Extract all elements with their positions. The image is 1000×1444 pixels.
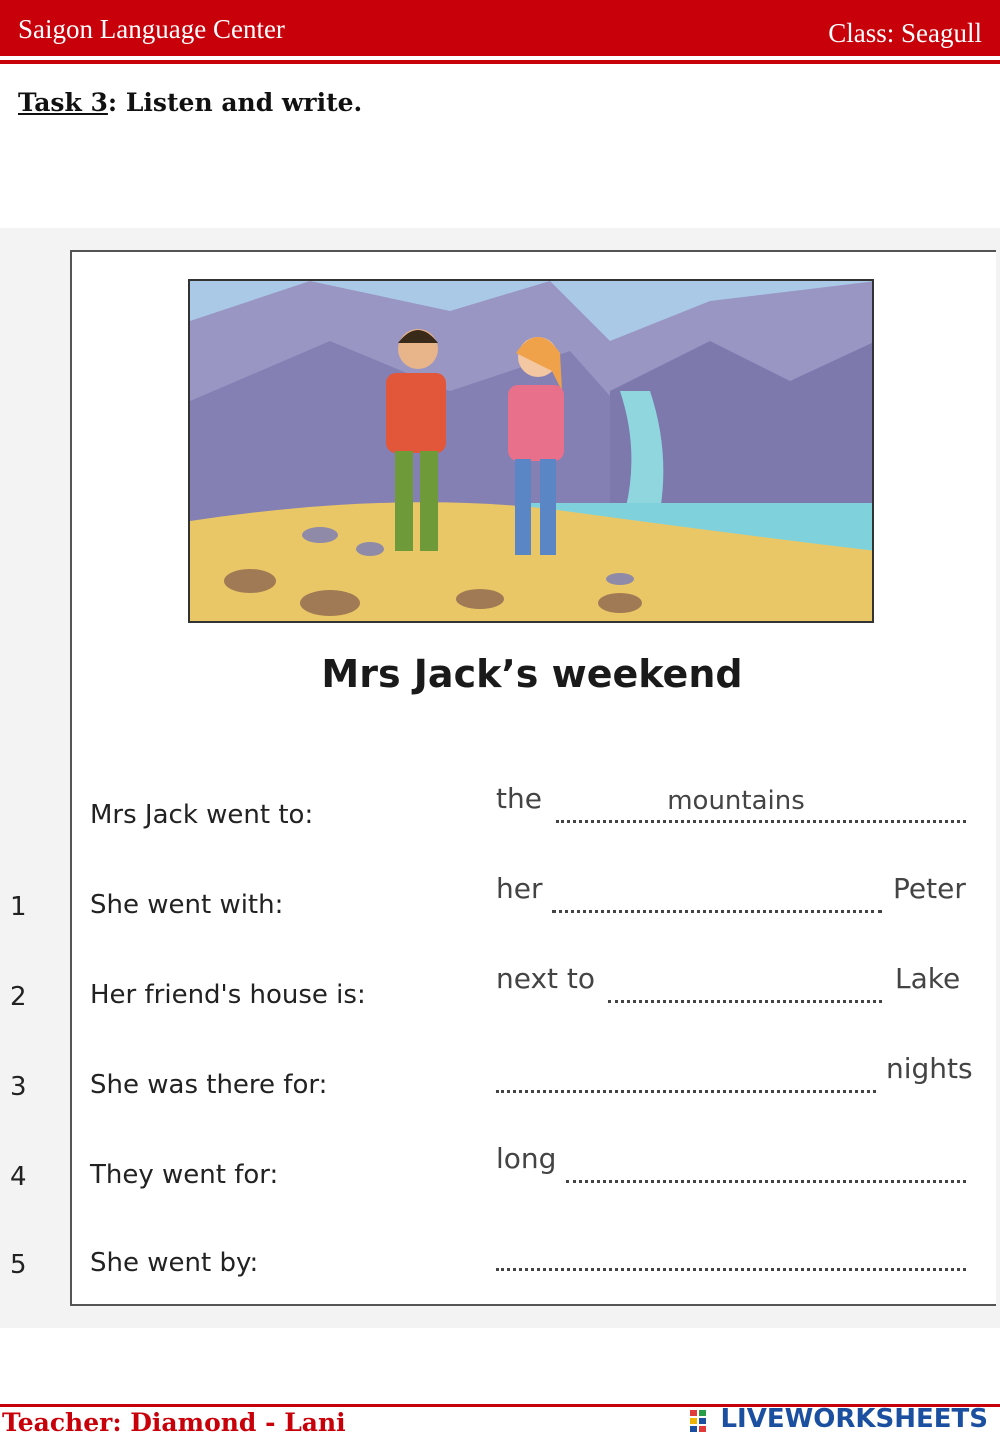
row-question: They went for:: [90, 1160, 279, 1190]
worksheet-row-1: [0, 870, 1000, 950]
liveworksheets-brand[interactable]: LIVEWORKSHEETS: [720, 1404, 988, 1434]
row-question: Mrs Jack went to:: [90, 800, 314, 830]
row-number: 5: [10, 1250, 27, 1280]
class-label: Class: Seagull: [828, 18, 982, 48]
row-question: She went with:: [90, 890, 284, 920]
row-number: 3: [10, 1072, 27, 1102]
worksheet-row-3: [0, 1050, 1000, 1130]
teacher-name: Teacher: Diamond - Lani: [2, 1408, 346, 1437]
answer-line: [556, 820, 966, 823]
row-number: 1: [10, 892, 27, 922]
header-bar: [0, 0, 1000, 56]
row-suffix: Lake: [895, 962, 961, 995]
row-suffix: nights: [886, 1052, 973, 1085]
task-heading: [18, 88, 362, 117]
liveworksheets-logo-icon: [690, 1410, 716, 1432]
row-suffix: Peter: [893, 872, 966, 905]
worksheet-row-4: [0, 1140, 1000, 1220]
row-question: She went by:: [90, 1248, 259, 1278]
row-prefix: the: [496, 782, 542, 815]
worksheet-row-2: [0, 960, 1000, 1040]
worksheet-title: Mrs Jack’s weekend: [321, 652, 743, 696]
row-question: She was there for:: [90, 1070, 328, 1100]
answer-blank[interactable]: [566, 1180, 966, 1183]
task-instruction: : Listen and write.: [107, 88, 363, 117]
example-answer: mountains: [667, 786, 805, 816]
header-divider: [0, 60, 1000, 64]
worksheet-row-example: [0, 780, 1000, 860]
hiking-illustration: [188, 279, 874, 623]
row-prefix: long: [496, 1142, 557, 1175]
answer-blank[interactable]: [496, 1090, 876, 1093]
task-number: Task 3: [18, 88, 108, 117]
row-question: Her friend's house is:: [90, 980, 366, 1010]
worksheet-row-5: [0, 1228, 1000, 1308]
answer-blank[interactable]: [552, 910, 882, 913]
school-name: Saigon Language Center: [18, 14, 285, 44]
row-prefix: her: [496, 872, 543, 905]
answer-blank[interactable]: [608, 1000, 882, 1003]
row-number: 2: [10, 982, 27, 1012]
row-prefix: next to: [496, 962, 596, 995]
row-number: 4: [10, 1162, 27, 1192]
answer-blank[interactable]: [496, 1268, 966, 1271]
